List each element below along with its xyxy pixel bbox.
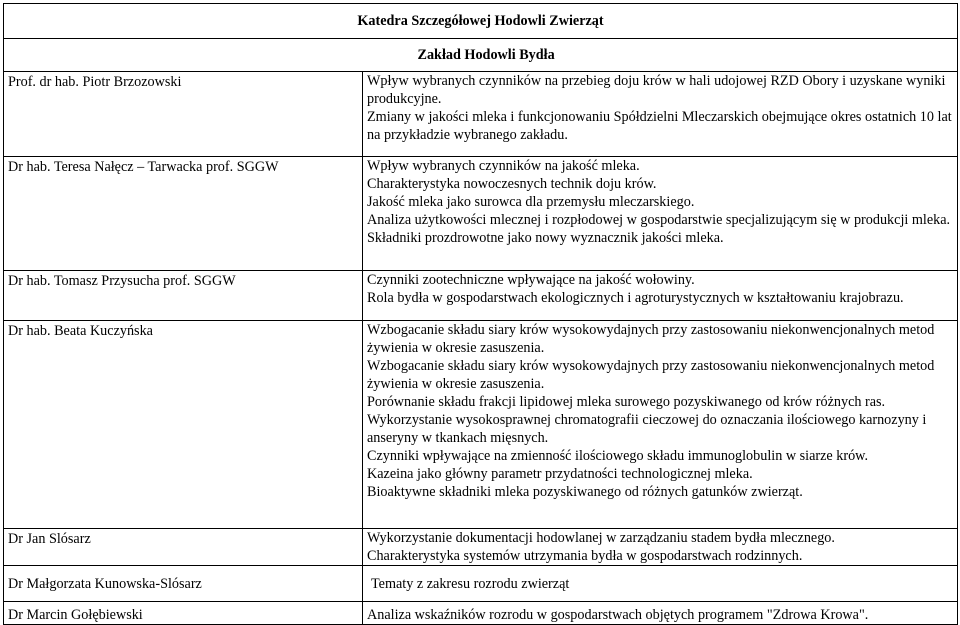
topic-item: Jakość mleka jako surowca dla przemysłu mleczarskiego. bbox=[367, 194, 695, 210]
topics-cell bbox=[363, 529, 958, 566]
topic-item: Rola bydła w gospodarstwach ekologicznych i agroturystycznych w kształtowaniu krajobrazu. bbox=[367, 290, 904, 306]
topic-item: Porównanie składu frakcji lipidowej mleka surowego pozyskiwanego od krów różnych ras. bbox=[367, 394, 886, 410]
supervisor-name: Prof. dr hab. Piotr Brzozowski bbox=[4, 72, 363, 157]
topic-item: Bioaktywne składniki mleka pozyskiwanego od różnych gatunków zwierząt. bbox=[367, 484, 803, 500]
topic-item: Charakterystyka systemów utrzymania bydła w gospodarstwach rodzinnych. bbox=[367, 548, 803, 564]
topics-cell bbox=[363, 72, 958, 157]
table-row bbox=[4, 529, 958, 566]
topic-item: Wpływ wybranych czynników na przebieg doju krów w hali udojowej RZD Obory i uzyskane wyniki produkcyjne. bbox=[367, 73, 946, 107]
topic-item: Wzbogacanie składu siary krów wysokowydajnych przy zastosowaniu niekonwencjonalnych metod żywienia w okresie zasuszenia. bbox=[367, 322, 935, 356]
supervisor-name: Dr hab. Beata Kuczyńska bbox=[4, 321, 363, 529]
supervisor-name: Dr Marcin Gołębiewski bbox=[4, 602, 363, 625]
topic-item: Zmiany w jakości mleka i funkcjonowaniu Spółdzielni Mleczarskich obejmujące okres ostatnich 10 lat na przykładzie wybranego zakładu. bbox=[367, 109, 952, 143]
thesis-topics-table bbox=[3, 3, 958, 625]
supervisor-name: Dr hab. Teresa Nałęcz – Tarwacka prof. SGGW bbox=[4, 157, 363, 271]
topic-item: Kazeina jako główny parametr przydatności technologicznej mleka. bbox=[367, 466, 753, 482]
topic-item: Analiza wskaźników rozrodu w gospodarstwach objętych programem "Zdrowa Krowa". bbox=[367, 607, 869, 623]
table-row bbox=[4, 157, 958, 271]
topic-item: Czynniki zootechniczne wpływające na jakość wołowiny. bbox=[367, 272, 695, 288]
department-title: Katedra Szczegółowej Hodowli Zwierząt bbox=[4, 4, 958, 39]
header-row-department bbox=[4, 4, 958, 39]
supervisor-name: Dr Jan Slósarz bbox=[4, 529, 363, 566]
unit-title: Zakład Hodowli Bydła bbox=[363, 39, 958, 72]
topic-item: Wpływ wybranych czynników na jakość mleka. bbox=[367, 158, 640, 174]
topic-item: Tematy z zakresu rozrodu zwierząt bbox=[371, 575, 570, 592]
topics-cell bbox=[363, 602, 958, 625]
table-row bbox=[4, 602, 958, 625]
topics-cell bbox=[363, 157, 958, 271]
table-row bbox=[4, 72, 958, 157]
header-row-unit bbox=[4, 39, 958, 72]
topics-cell bbox=[363, 321, 958, 529]
topic-item: Charakterystyka nowoczesnych technik doju krów. bbox=[367, 176, 657, 192]
topic-item: Wykorzystanie wysokosprawnej chromatografii cieczowej do oznaczania ilościowego karnozyny i anseryny w tkankach mięsnych. bbox=[367, 412, 927, 446]
table-row bbox=[4, 321, 958, 529]
topics-cell bbox=[363, 566, 958, 602]
topic-item: Składniki prozdrowotne jako nowy wyznacznik jakości mleka. bbox=[367, 230, 724, 246]
topic-item: Czynniki wpływające na zmienność ilościowego składu immunoglobulin w siarze krów. bbox=[367, 448, 869, 464]
table-row bbox=[4, 566, 958, 602]
topic-item: Wzbogacanie składu siary krów wysokowydajnych przy zastosowaniu niekonwencjonalnych metod żywienia w okresie zasuszenia. bbox=[367, 358, 935, 392]
topic-item: Wykorzystanie dokumentacji hodowlanej w zarządzaniu stadem bydła mlecznego. bbox=[367, 530, 835, 546]
table-row bbox=[4, 271, 958, 321]
topic-item: Analiza użytkowości mlecznej i rozpłodowej w gospodarstwie specjalizującym się w produkcji mleka. bbox=[367, 212, 951, 228]
topics-cell bbox=[363, 271, 958, 321]
supervisor-name: Dr Małgorzata Kunowska-Slósarz bbox=[4, 566, 363, 602]
supervisor-name: Dr hab. Tomasz Przysucha prof. SGGW bbox=[4, 271, 363, 321]
